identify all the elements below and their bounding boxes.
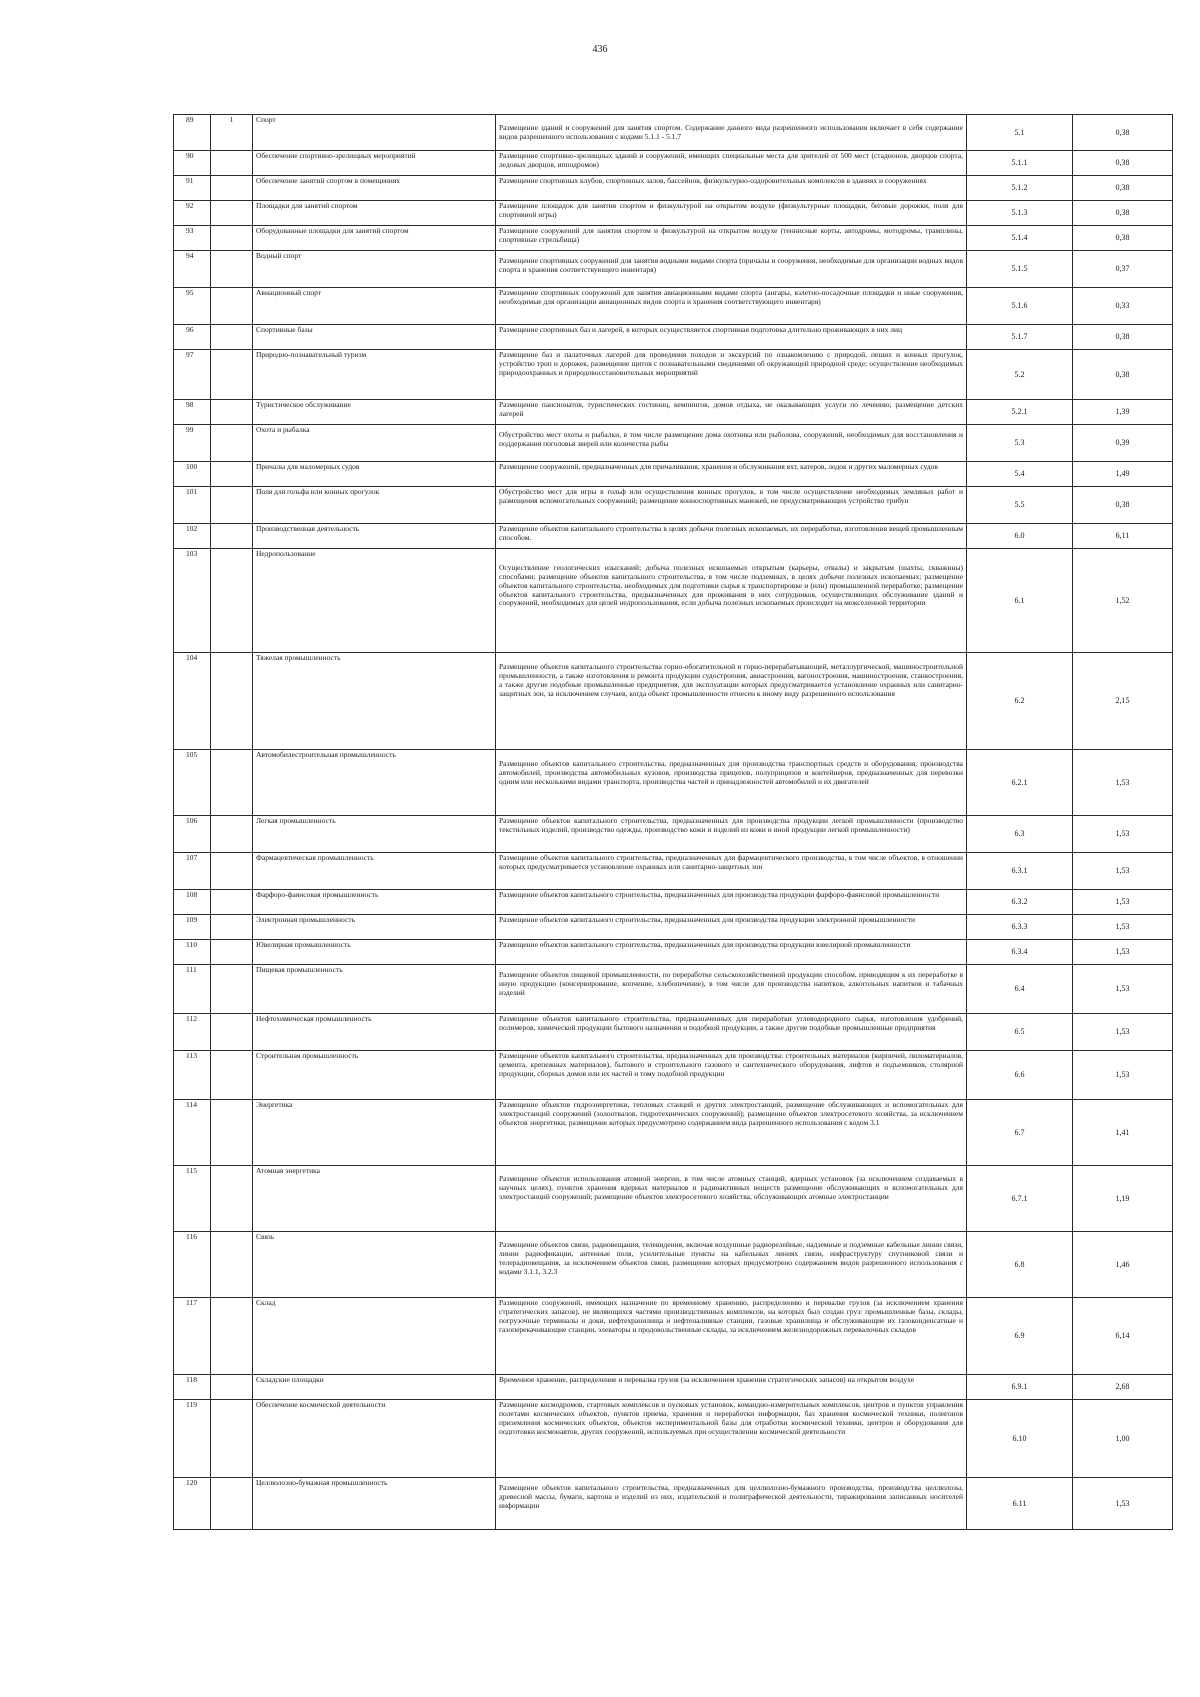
row-name: Нефтехимическая промышленность — [253, 1014, 496, 1051]
row-group — [211, 400, 253, 425]
row-coefficient: 0,38 — [1073, 226, 1173, 251]
row-description — [496, 1051, 967, 1100]
table-row — [174, 400, 1173, 425]
table-row — [174, 890, 1173, 915]
row-number: 99 — [174, 425, 211, 462]
row-number: 90 — [174, 151, 211, 176]
row-number: 108 — [174, 890, 211, 915]
row-number: 105 — [174, 750, 211, 816]
row-number: 118 — [174, 1375, 211, 1400]
row-code: 6.7 — [967, 1100, 1073, 1166]
row-name: Обеспечение космической деятельности — [253, 1400, 496, 1478]
row-description — [496, 940, 967, 965]
row-number: 100 — [174, 462, 211, 487]
row-code: 5.3 — [967, 425, 1073, 462]
row-coefficient: 1,53 — [1073, 1014, 1173, 1051]
table-row — [174, 176, 1173, 201]
row-description — [496, 653, 967, 750]
row-description-text: Размещение объектов капитального строительства, предназначенных для целлюлозно-бумажного производства, производства целлюлозы, древесной массы, бумаги, картона и изделий из них, издательской и полиграфической деятельности, тиражирования записанных носителей информации — [499, 1483, 963, 1510]
row-name: Спортивные базы — [253, 325, 496, 350]
row-group — [211, 176, 253, 201]
row-group — [211, 853, 253, 890]
row-description — [496, 1166, 967, 1232]
row-number: 119 — [174, 1400, 211, 1478]
row-code: 6.3 — [967, 816, 1073, 853]
row-name: Причалы для маломерных судов — [253, 462, 496, 487]
row-number: 96 — [174, 325, 211, 350]
row-number: 95 — [174, 288, 211, 325]
row-number: 117 — [174, 1298, 211, 1375]
row-code: 6.4 — [967, 965, 1073, 1014]
row-code: 6.0 — [967, 524, 1073, 549]
table-row — [174, 1298, 1173, 1375]
row-code: 6.11 — [967, 1478, 1073, 1530]
table-row — [174, 325, 1173, 350]
table-row — [174, 288, 1173, 325]
table-row — [174, 1232, 1173, 1298]
row-name: Электронная промышленность — [253, 915, 496, 940]
row-number: 92 — [174, 201, 211, 226]
row-number: 93 — [174, 226, 211, 251]
row-number: 98 — [174, 400, 211, 425]
row-group — [211, 1100, 253, 1166]
row-number: 116 — [174, 1232, 211, 1298]
table-row — [174, 524, 1173, 549]
row-group — [211, 1014, 253, 1051]
table-row — [174, 915, 1173, 940]
table-row — [174, 1478, 1173, 1530]
row-description — [496, 1232, 967, 1298]
row-group — [211, 965, 253, 1014]
table-row — [174, 1100, 1173, 1166]
table-row — [174, 653, 1173, 750]
table-row — [174, 350, 1173, 400]
row-description-text: Обустройство мест для игры в гольф или осуществления конных прогулок, в том числе осуществление необходимых земляных работ и размещения вспомогательных сооружений; размещение конноспортивных манежей, не предусматривающих устройство трибун — [499, 487, 963, 505]
row-number: 111 — [174, 965, 211, 1014]
row-code: 5.1 — [967, 115, 1073, 151]
row-description — [496, 1478, 967, 1530]
row-description — [496, 1100, 967, 1166]
row-coefficient: 0,38 — [1073, 487, 1173, 524]
row-description — [496, 750, 967, 816]
row-description — [496, 400, 967, 425]
row-number: 91 — [174, 176, 211, 201]
row-code: 6.7.1 — [967, 1166, 1073, 1232]
row-description — [496, 462, 967, 487]
row-code: 6.10 — [967, 1400, 1073, 1478]
row-description — [496, 816, 967, 853]
row-description-text: Обустройство мест охоты и рыбалки, в том числе размещение дома охотника или рыболова, сооружений, необходимых для восстановления и поддержания поголовья зверей или количества рыбы — [499, 430, 963, 448]
table-row — [174, 1375, 1173, 1400]
row-code: 5.2 — [967, 350, 1073, 400]
row-code: 5.1.5 — [967, 251, 1073, 288]
row-code: 6.8 — [967, 1232, 1073, 1298]
row-group — [211, 915, 253, 940]
row-name: Склад — [253, 1298, 496, 1375]
row-group — [211, 653, 253, 750]
row-code: 6.6 — [967, 1051, 1073, 1100]
row-name: Легкая промышленность — [253, 816, 496, 853]
table-row — [174, 1014, 1173, 1051]
row-number: 120 — [174, 1478, 211, 1530]
row-code: 5.1.7 — [967, 325, 1073, 350]
row-group — [211, 325, 253, 350]
page-number: 436 — [592, 44, 608, 55]
row-number: 115 — [174, 1166, 211, 1232]
row-coefficient: 1,53 — [1073, 965, 1173, 1014]
row-coefficient: 1,41 — [1073, 1100, 1173, 1166]
row-description-text: Размещение спортивных баз и лагерей, в которых осуществляется спортивная подготовка длительно проживающих в них лиц — [499, 325, 903, 334]
row-code: 5.1.1 — [967, 151, 1073, 176]
row-coefficient: 1,52 — [1073, 549, 1173, 653]
row-name: Природно-познавательный туризм — [253, 350, 496, 400]
row-code: 6.3.1 — [967, 853, 1073, 890]
table-row — [174, 1400, 1173, 1478]
row-description-text: Размещение объектов пищевой промышленности, по переработке сельскохозяйственной продукции способом, приводящим к их переработке в иную продукцию (консервирование, копчение, хлебопечение), в том числе для производства напитков, алкогольных напитков и табачных изделий — [499, 970, 963, 997]
row-name: Фарфоро-фаянсовая промышленность — [253, 890, 496, 915]
row-name: Охота и рыбалка — [253, 425, 496, 462]
row-name: Целлюлозно-бумажная промышленность — [253, 1478, 496, 1530]
row-description-text: Размещение объектов капитального строительства, предназначенных для производства продукции фарфоро-фаянсовой промышленности — [499, 890, 940, 899]
row-code: 6.2 — [967, 653, 1073, 750]
row-name: Пищевая промышленность — [253, 965, 496, 1014]
row-name: Спорт — [253, 115, 496, 151]
row-coefficient: 1,39 — [1073, 400, 1173, 425]
row-description-text: Размещение объектов капитального строительства, предназначенных для производства продукции легкой промышленности (производство текстильных изделий, производство одежды, производство кожи и изделий из кожи и иной продукции легкой промышленности) — [499, 816, 963, 834]
row-description-text: Размещение объектов капитального строительства, предназначенных для фармацевтического производства, в том числе объектов, в отношении которых предусматривается установление охранных или санитарно-защитных зон — [499, 853, 963, 871]
row-name: Поля для гольфа или конных прогулок — [253, 487, 496, 524]
row-description — [496, 915, 967, 940]
row-description-text: Временное хранение, распределение и перевалка грузов (за исключением хранения стратегических запасов) на открытом воздухе — [499, 1375, 915, 1384]
row-description — [496, 201, 967, 226]
table-row — [174, 251, 1173, 288]
row-name: Связь — [253, 1232, 496, 1298]
row-description-text: Размещение сооружений для занятия спортом и физкультурой на открытом воздухе (теннисные корты, автодромы, мотодромы, трамплины, спортивные стрельбища) — [499, 226, 963, 244]
row-description-text: Размещение спортивных сооружений для занятия водными видами спорта (причалы и сооружения, необходимые для организации водных видов спорта и хранения соответствующего инвентаря) — [499, 256, 963, 274]
row-group — [211, 251, 253, 288]
land-use-table — [173, 114, 1173, 1530]
row-name: Водный спорт — [253, 251, 496, 288]
table-row — [174, 750, 1173, 816]
row-code: 5.4 — [967, 462, 1073, 487]
row-code: 6.3.4 — [967, 940, 1073, 965]
row-description-text: Размещение объектов капитального строительства, предназначенных для производства: строительных материалов (кирпичей, пиломатериалов, цемента, крепежных материалов), бытового и строительного газового и сантехнического оборудования, лифтов и подъемников, столярной продукции, сборных домов или их частей и тому подобной продукции — [499, 1051, 963, 1078]
table-row — [174, 226, 1173, 251]
table-row — [174, 965, 1173, 1014]
row-code: 6.1 — [967, 549, 1073, 653]
row-group — [211, 1478, 253, 1530]
row-number: 110 — [174, 940, 211, 965]
table-row — [174, 115, 1173, 151]
row-coefficient: 0,37 — [1073, 251, 1173, 288]
row-description — [496, 176, 967, 201]
row-name: Энергетика — [253, 1100, 496, 1166]
row-coefficient: 0,38 — [1073, 115, 1173, 151]
row-description-text: Размещение космодромов, стартовых комплексов и пусковых установок, командно-измерительных комплексов, центров и пунктов управления полетами космических объектов, пунктов приема, хранения и переработки информации, баз хранения космической техники, полигонов приземления космических объектов, объектов экспериментальной базы для отработки космической техники, центров и оборудования для подготовки космонавтов, других сооружений, используемых при осуществлении космической деятельности — [499, 1400, 963, 1436]
row-coefficient: 0,38 — [1073, 176, 1173, 201]
row-name: Производственная деятельность — [253, 524, 496, 549]
row-number: 112 — [174, 1014, 211, 1051]
table-row — [174, 462, 1173, 487]
row-coefficient: 0,39 — [1073, 425, 1173, 462]
row-description — [496, 549, 967, 653]
row-group — [211, 288, 253, 325]
row-coefficient: 1,53 — [1073, 816, 1173, 853]
row-description — [496, 288, 967, 325]
row-number: 89 — [174, 115, 211, 151]
row-description-text: Размещение сооружений, имеющих назначение по временному хранению, распределению и перевалке грузов (за исключением хранения стратегических запасов), не являющихся частями производственных комплексов, на которых был создан груз: промышленные базы, склады, погрузочные терминалы и доки, нефтехранилища и нефтеналивные станции, газовые хранилища и обслуживающие их газоконденсатные и газоперекачивающие станции, элеваторы и продовольственные склады, за исключением железнодорожных перевалочных складов — [499, 1298, 963, 1334]
row-description-text: Размещение объектов капитального строительства, предназначенных для переработки углеводородного сырья, изготовления удобрений, полимеров, химической продукции бытового назначения и подобной продукции, а также другие подобные промышленные предприятия — [499, 1014, 963, 1032]
table-row — [174, 816, 1173, 853]
row-name: Обеспечение спортивно-зрелищных мероприятий — [253, 151, 496, 176]
row-description-text: Размещение пансионатов, туристических гостиниц, кемпингов, домов отдыха, не оказывающих услуги по лечению; размещение детских лагерей — [499, 400, 963, 418]
row-number: 94 — [174, 251, 211, 288]
row-description — [496, 487, 967, 524]
row-number: 97 — [174, 350, 211, 400]
row-code: 6.9.1 — [967, 1375, 1073, 1400]
row-coefficient: 0,38 — [1073, 151, 1173, 176]
row-group — [211, 151, 253, 176]
row-name: Площадки для занятий спортом — [253, 201, 496, 226]
row-group — [211, 1375, 253, 1400]
row-code: 5.1.2 — [967, 176, 1073, 201]
row-description — [496, 965, 967, 1014]
row-description — [496, 325, 967, 350]
row-description-text: Размещение объектов капитального строительства, предназначенных для производства транспортных средств и оборудования, производства автомобилей, производства автомобильных кузовов, производства прицепов, полуприцепов и контейнеров, предназначенных для перевозки одним или несколькими видами транспорта, производства частей и принадлежностей автомобилей и их двигателей — [499, 759, 963, 786]
row-group — [211, 816, 253, 853]
row-description — [496, 226, 967, 251]
table-row — [174, 201, 1173, 226]
row-coefficient: 0,38 — [1073, 201, 1173, 226]
row-group: 1 — [211, 115, 253, 151]
row-description-text: Размещение объектов капитального строительства, предназначенных для производства продукции ювелирной промышленности — [499, 940, 911, 949]
row-description-text: Размещение объектов использования атомной энергии, в том числе атомных станций, ядерных установок (за исключением создаваемых в научных целях), пунктов хранения ядерных материалов и радиоактивных веществ размещение обслуживающих и вспомогательных для электростанций сооружений; размещение объектов электросетевого хозяйства, обслуживающих атомные электростанции — [499, 1174, 963, 1201]
row-name: Строительная промышленность — [253, 1051, 496, 1100]
row-description-text: Размещение объектов капитального строительства в целях добычи полезных ископаемых, их переработки, изготовления вещей промышленным способом. — [499, 524, 963, 542]
row-number: 103 — [174, 549, 211, 653]
table-row — [174, 151, 1173, 176]
row-coefficient: 1,53 — [1073, 1478, 1173, 1530]
row-description-text: Размещение спортивно-зрелищных зданий и сооружений, имеющих специальные места для зрителей от 500 мест (стадионов, дворцов спорта, ледовых дворцов, ипподромов) — [499, 151, 963, 169]
row-name: Атомная энергетика — [253, 1166, 496, 1232]
table-row — [174, 940, 1173, 965]
row-group — [211, 1051, 253, 1100]
row-coefficient: 1,00 — [1073, 1400, 1173, 1478]
row-description — [496, 1298, 967, 1375]
row-coefficient: 1,46 — [1073, 1232, 1173, 1298]
row-number: 104 — [174, 653, 211, 750]
row-code: 6.5 — [967, 1014, 1073, 1051]
row-group — [211, 940, 253, 965]
row-group — [211, 226, 253, 251]
row-group — [211, 350, 253, 400]
row-code: 6.2.1 — [967, 750, 1073, 816]
row-code: 5.1.4 — [967, 226, 1073, 251]
row-description-text: Размещение объектов капитального строительства, предназначенных для производства продукции электронной промышленности — [499, 915, 916, 924]
row-description — [496, 853, 967, 890]
row-coefficient: 1,53 — [1073, 750, 1173, 816]
row-description — [496, 890, 967, 915]
row-description — [496, 425, 967, 462]
table-row — [174, 1166, 1173, 1232]
row-description — [496, 1014, 967, 1051]
row-name: Туристическое обслуживание — [253, 400, 496, 425]
row-name: Тяжелая промышленность — [253, 653, 496, 750]
row-description — [496, 1375, 967, 1400]
row-group — [211, 1232, 253, 1298]
row-code: 6.3.2 — [967, 890, 1073, 915]
row-coefficient: 1,53 — [1073, 890, 1173, 915]
row-name: Оборудованные площадки для занятий спортом — [253, 226, 496, 251]
row-description-text: Размещение площадок для занятия спортом и физкультурой на открытом воздухе (физкультурные площадки, беговые дорожки, поля для спортивной игры) — [499, 201, 963, 219]
row-description-text: Размещение объектов гидроэнергетики, тепловых станций и других электростанций, размещение обслуживающих и вспомогательных для электростанций сооружений (золоотвалов, гидротехнических сооружений); размещение объектов электросетевого хозяйства, за исключением объектов энергетики, размещение которых предусмотрено содержанием вида разрешенного использования с кодом 3.1 — [499, 1100, 963, 1127]
row-number: 101 — [174, 487, 211, 524]
row-coefficient: 6,11 — [1073, 524, 1173, 549]
row-coefficient: 6,14 — [1073, 1298, 1173, 1375]
row-coefficient: 2,15 — [1073, 653, 1173, 750]
row-coefficient: 1,53 — [1073, 853, 1173, 890]
row-code: 5.1.6 — [967, 288, 1073, 325]
row-group — [211, 1298, 253, 1375]
row-group — [211, 549, 253, 653]
row-name: Фармацевтическая промышленность — [253, 853, 496, 890]
row-description — [496, 115, 967, 151]
row-description — [496, 350, 967, 400]
row-description — [496, 151, 967, 176]
row-number: 106 — [174, 816, 211, 853]
row-description-text: Размещение баз и палаточных лагерей для проведения походов и экскурсий по ознакомлению с природой, пеших и конных прогулок, устройство троп и дорожек, размещение щитов с познавательными сведениями об окружающей природной среде; осуществление необходимых природоохранных и природовосстановительных мероприятий — [499, 350, 963, 377]
row-coefficient: 0,33 — [1073, 288, 1173, 325]
row-group — [211, 487, 253, 524]
row-group — [211, 1166, 253, 1232]
table-row — [174, 549, 1173, 653]
table-row — [174, 425, 1173, 462]
row-description-text: Размещение объектов связи, радиовещания, телевидения, включая воздушные радиорелейные, надземные и подземные кабельные линии связи, линии радиофикации, антенные поля, усилительные пункты на кабельных линиях связи, инфраструктуру спутниковой связи и телерадиовещания, за исключением объектов связи, размещение которых предусмотрено содержанием видов разрешенного использования с кодами 3.1.1, 3.2.3 — [499, 1240, 963, 1276]
row-number: 114 — [174, 1100, 211, 1166]
row-coefficient: 0,38 — [1073, 350, 1173, 400]
row-group — [211, 1400, 253, 1478]
row-group — [211, 462, 253, 487]
table-row — [174, 853, 1173, 890]
row-group — [211, 890, 253, 915]
row-description — [496, 524, 967, 549]
row-name: Автомобилестроительная промышленность — [253, 750, 496, 816]
row-name: Ювелирная промышленность — [253, 940, 496, 965]
row-code: 6.9 — [967, 1298, 1073, 1375]
table-row — [174, 1051, 1173, 1100]
row-number: 102 — [174, 524, 211, 549]
row-description — [496, 251, 967, 288]
row-number: 113 — [174, 1051, 211, 1100]
row-group — [211, 750, 253, 816]
row-group — [211, 524, 253, 549]
row-description-text: Осуществление геологических изысканий; добыча полезных ископаемых открытым (карьеры, отвалы) и закрытым (шахты, скважины) способами; размещение объектов капитального строительства, в том числе подземных, в целях добычи полезных ископаемых; размещение объектов капитального строительства, необходимых для подготовки сырья к транспортировке и (или) промышленной переработке; размещение объектов капитального строительства, предназначенных для проживания в них сотрудников, осуществляющих обслуживание зданий и сооружений, необходимых для целей недропользования, если добыча полезных ископаемых происходит на межселенной территории — [499, 563, 963, 608]
row-coefficient: 1,53 — [1073, 940, 1173, 965]
row-number: 109 — [174, 915, 211, 940]
row-code: 6.3.3 — [967, 915, 1073, 940]
table-row — [174, 487, 1173, 524]
row-coefficient: 1,53 — [1073, 1051, 1173, 1100]
row-code: 5.1.3 — [967, 201, 1073, 226]
row-group — [211, 201, 253, 226]
row-description-text: Размещение спортивных клубов, спортивных залов, бассейнов, физкультурно-оздоровительных комплексов в зданиях и сооружениях — [499, 176, 927, 185]
row-description-text: Размещение сооружений, предназначенных для причаливания, хранения и обслуживания яхт, катеров, лодок и других маломерных судов — [499, 462, 938, 471]
row-description-text: Размещение спортивных сооружений для занятия авиационными видами спорта (ангары, взлетно-посадочные площадки и иные сооружения, необходимые для организации авиационных видов спорта и хранения соответствующего инвентаря) — [499, 288, 963, 306]
row-coefficient: 0,38 — [1073, 325, 1173, 350]
row-name: Обеспечение занятий спортом в помещениях — [253, 176, 496, 201]
row-coefficient: 1,49 — [1073, 462, 1173, 487]
row-group — [211, 425, 253, 462]
row-name: Авиационный спорт — [253, 288, 496, 325]
row-description — [496, 1400, 967, 1478]
row-description-text: Размещение зданий и сооружений для занятия спортом. Содержание данного вида разрешенного использования включает в себя содержание видов разрешенного использования с кодами 5.1.1 - 5.1.7 — [499, 123, 963, 141]
row-name: Недропользование — [253, 549, 496, 653]
row-code: 5.2.1 — [967, 400, 1073, 425]
row-description-text: Размещение объектов капитального строительства горно-обогатительной и горно-перерабатывающей, металлургической, машиностроительной промышленности, а также изготовления и ремонта продукции судостроения, авиастроения, вагоностроения, машиностроения, станкостроения, а также другие подобные промышленные предприятия, для эксплуатации которых предусматривается установление охранных или санитарно-защитных зон, за исключением случаев, когда объект промышленности отнесен к иному виду разрешенного использования — [499, 662, 963, 698]
row-name: Складские площадки — [253, 1375, 496, 1400]
row-number: 107 — [174, 853, 211, 890]
row-code: 5.5 — [967, 487, 1073, 524]
row-coefficient: 1,53 — [1073, 915, 1173, 940]
row-coefficient: 2,68 — [1073, 1375, 1173, 1400]
row-coefficient: 1,19 — [1073, 1166, 1173, 1232]
table-body — [174, 115, 1173, 1530]
